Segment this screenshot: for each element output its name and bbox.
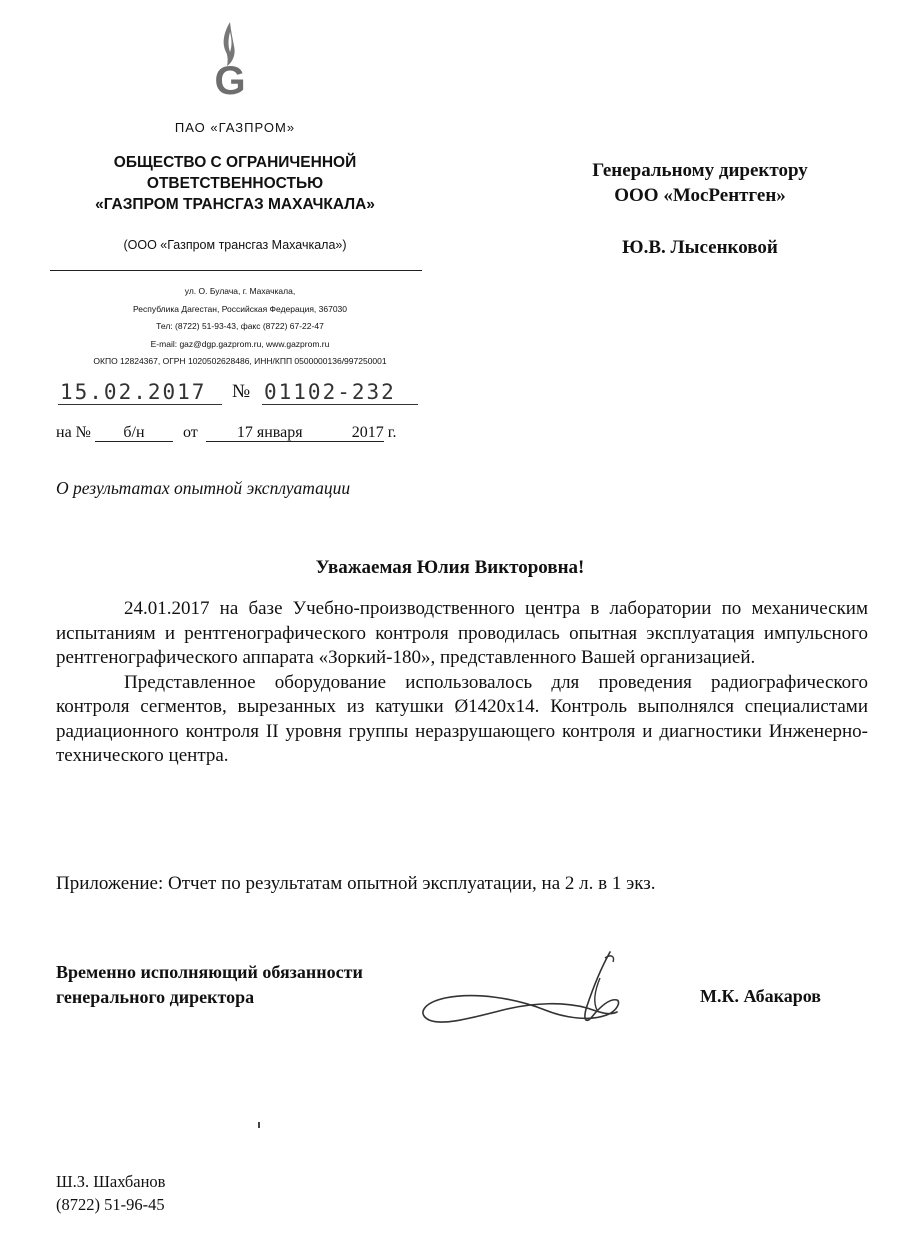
letterhead-divider [50,270,422,271]
stray-mark [258,1122,260,1128]
parent-company: ПАО «ГАЗПРОМ» [174,120,296,135]
letter-subject: О результатах опытной эксплуатации [56,478,351,498]
signer-name: М.К. Абакаров [700,986,822,1006]
reference-number: б/н [95,425,173,442]
reference-year: 2017 [334,425,384,442]
handwritten-signature [395,948,640,1040]
addressee-name: Ю.В. Лысенковой [622,237,778,258]
reference-year-suffix: г. [387,424,397,441]
registration-line [56,378,416,408]
executor-block [56,1170,165,1216]
salutation: Уважаемая Юлия Викторовна! [315,557,585,578]
company-address [60,283,420,371]
reference-date: 17 января [206,425,334,442]
addressee-block [520,158,880,260]
company-name-line: ОБЩЕСТВО С ОГРАНИЧЕННОЙ [113,154,357,171]
company-name [60,152,410,215]
reference-from: от [182,424,198,441]
registration-date: 15.02.2017 [58,380,222,405]
letter-body [56,597,868,769]
body-paragraph: 24.01.2017 на базе Учебно-производственного центра в лаборатории по механическим испытаниям и рентгенографического контроля проводилась опытная эксплуатация импульсного рентгенографического аппарата «Зоркий-180», представленного Вашей организацией. [56,598,868,668]
company-name-line: «ГАЗПРОМ ТРАНСГАЗ МАХАЧКАЛА» [95,196,375,213]
executor-name: Ш.З. Шахбанов [56,1172,166,1191]
addressee-position: Генеральному директору [592,160,808,181]
reference-prefix: на № [56,424,91,441]
address-line: Тел: (8722) 51-93-43, факс (8722) 67-22-47 [156,321,324,331]
address-line: E-mail: gaz@dgp.gazprom.ru, www.gazprom.ru [150,338,330,349]
address-line: ул. О. Булача, г. Махачкала, [184,286,296,296]
company-short-name: (ООО «Газпром трансгаз Махачкала») [123,238,347,252]
addressee-organization: ООО «МосРентген» [614,185,786,206]
svg-text:G: G [214,59,246,98]
company-name-line: ОТВЕТСТВЕННОСТЬЮ [146,175,324,192]
executor-phone: (8722) 51-96-45 [56,1195,165,1214]
address-line: ОКПО 12824367, ОГРН 1020502628486, ИНН/КПП 0500000136/997250001 [93,356,387,366]
signer-position-line: Временно исполняющий обязанности [56,962,363,982]
number-sign: № [232,381,251,402]
registration-number: 01102-232 [262,380,418,405]
signer-position-line: генерального директора [56,987,255,1007]
reference-line [56,424,446,442]
gazprom-logo [200,18,260,98]
address-line: Республика Дагестан, Российская Федерация, 367030 [132,303,348,314]
body-paragraph: Представленное оборудование использовалось для проведения радиографического контроля сегментов, вырезанных из катушки Ø1420х14. Контроль выполнялся специалистами радиационного контроля II уровня группы неразрушающего контроля и диагностики Инженерно-технического центра. [56,671,868,766]
attachment-note: Приложение: Отчет по результатам опытной эксплуатации, на 2 л. в 1 экз. [56,873,656,894]
